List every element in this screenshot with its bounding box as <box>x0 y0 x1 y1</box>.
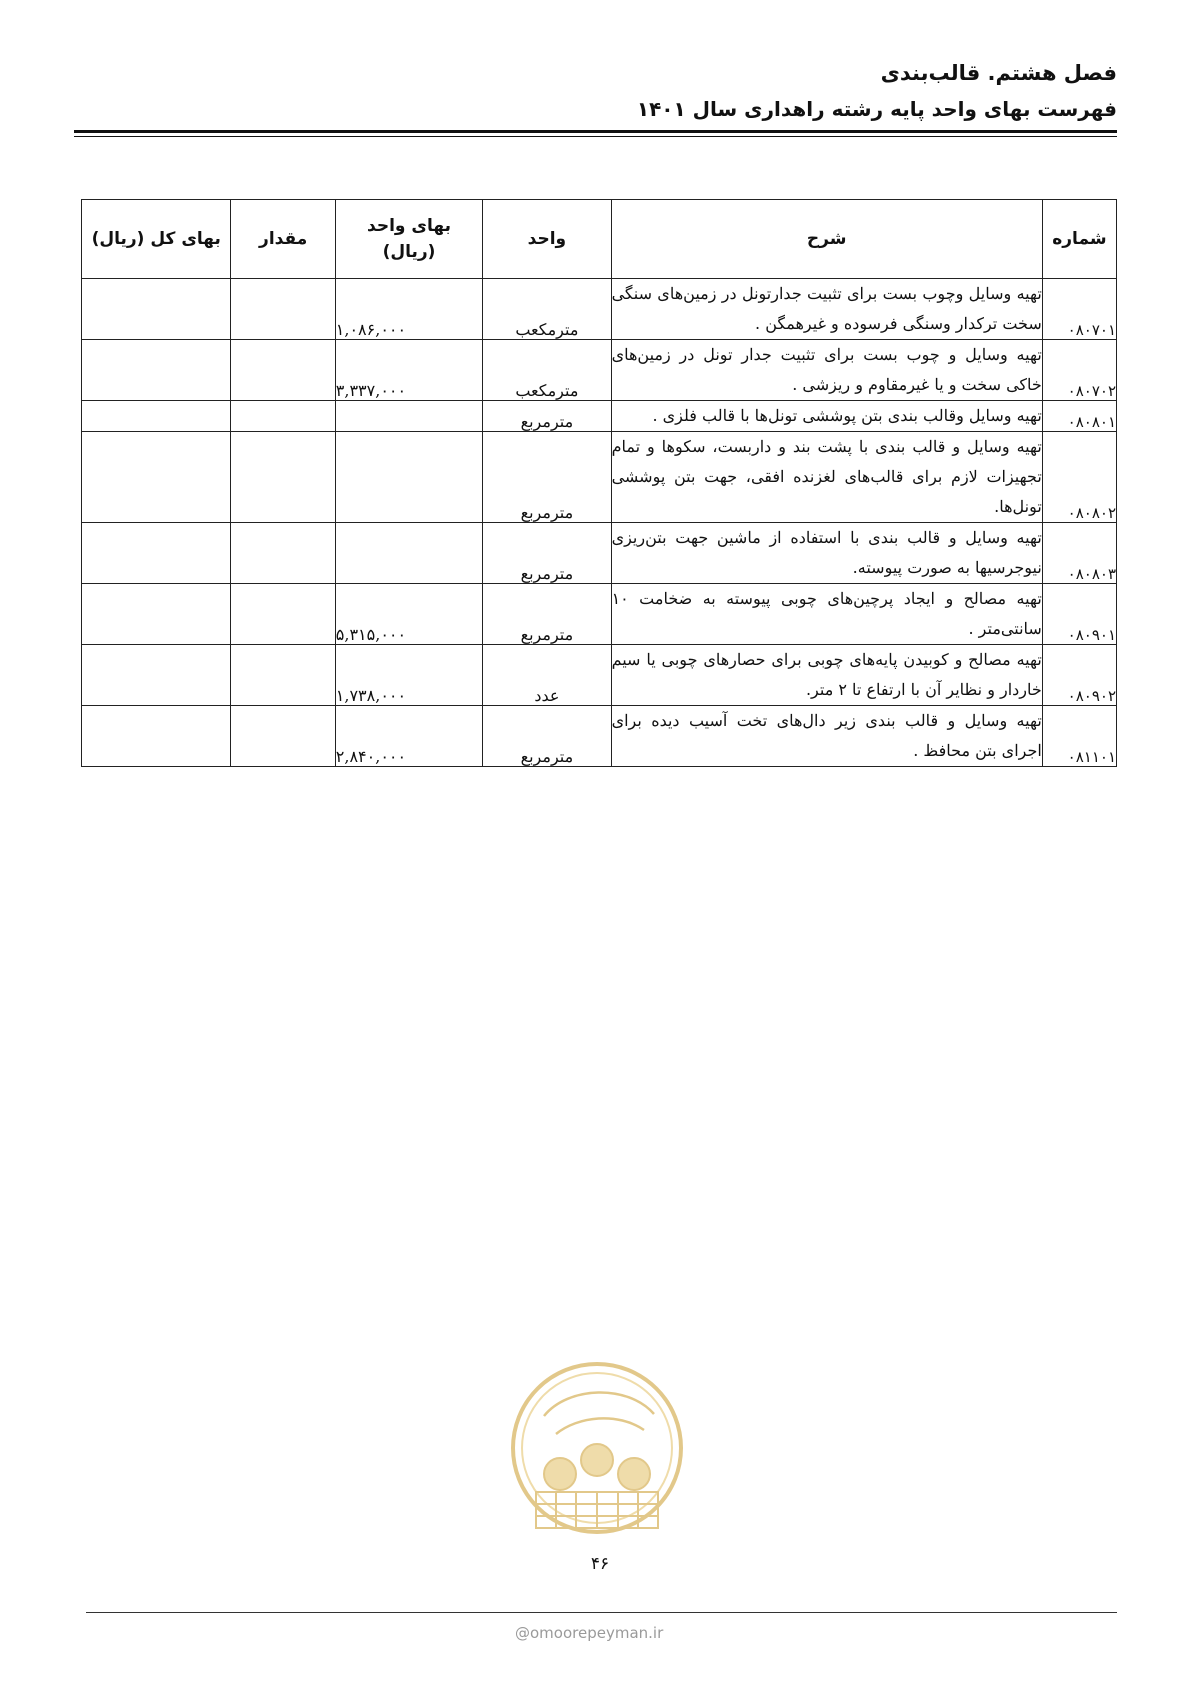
cell-code: ۰۸۱۱۰۱ <box>1042 706 1116 767</box>
table-row <box>82 401 1117 432</box>
cell-unit-price <box>335 523 482 584</box>
cell-unit: مترمربع <box>483 706 611 767</box>
document-subtitle: فهرست بهای واحد پایه رشته راهداری سال ۱۴۰۱ <box>636 97 1117 121</box>
cell-code: ۰۸۰۸۰۳ <box>1042 523 1116 584</box>
cell-total-price <box>82 279 231 340</box>
cell-unit-price: ۱,۰۸۶,۰۰۰ <box>335 279 482 340</box>
cell-code: ۰۸۰۷۰۱ <box>1042 279 1116 340</box>
cell-unit-price: ۵,۳۱۵,۰۰۰ <box>335 584 482 645</box>
cell-unit: مترمربع <box>483 523 611 584</box>
page-header <box>637 58 1117 124</box>
cell-total-price <box>82 401 231 432</box>
cell-code: ۰۸۰۷۰۲ <box>1042 340 1116 401</box>
table-row <box>82 432 1117 523</box>
table-row <box>82 584 1117 645</box>
cell-code: ۰۸۰۹۰۲ <box>1042 645 1116 706</box>
column-header-unit-price <box>335 200 482 279</box>
table-row <box>82 706 1117 767</box>
cell-quantity <box>231 279 335 340</box>
cell-total-price <box>82 432 231 523</box>
column-header-code: شماره <box>1042 200 1116 279</box>
cell-unit: مترمربع <box>483 432 611 523</box>
watermark-stamp-icon <box>508 1356 686 1546</box>
cell-code: ۰۸۰۹۰۱ <box>1042 584 1116 645</box>
chapter-title: فصل هشتم. قالب‌بندی <box>880 61 1117 85</box>
cell-quantity <box>231 401 335 432</box>
column-header-unit: واحد <box>483 200 611 279</box>
cell-description: تهیه مصالح و ایجاد پرچین‌های چوبی پیوسته به ضخامت ۱۰ سانتی‌متر . <box>611 584 1042 645</box>
cell-description: تهیه وسایل و قالب بندی با استفاده از ماشین جهت بتن‌ریزی نیوجرسیها به صورت پیوسته. <box>611 523 1042 584</box>
cell-unit-price: ۳,۳۳۷,۰۰۰ <box>335 340 482 401</box>
cell-total-price <box>82 706 231 767</box>
cell-quantity <box>231 584 335 645</box>
cell-total-price <box>82 523 231 584</box>
cell-description: تهیه وسایل و قالب بندی زیر دال‌های تخت آسیب دیده برای اجرای بتن محافظ . <box>611 706 1042 767</box>
cell-unit: عدد <box>483 645 611 706</box>
cell-quantity <box>231 340 335 401</box>
cell-quantity <box>231 432 335 523</box>
cell-unit: مترمربع <box>483 401 611 432</box>
cell-description: تهیه وسایل و چوب بست برای تثبیت جدار تونل در زمین‌های خاکی سخت و یا غیرمقاوم و ریزشی . <box>611 340 1042 401</box>
cell-total-price <box>82 645 231 706</box>
cell-unit: مترمکعب <box>483 340 611 401</box>
column-header-total-price: بهای کل (ریال) <box>82 200 231 279</box>
table-header-row <box>82 200 1117 279</box>
cell-unit: مترمکعب <box>483 279 611 340</box>
price-list-table <box>81 199 1117 767</box>
cell-unit-price <box>335 432 482 523</box>
table-row <box>82 279 1117 340</box>
table-row <box>82 645 1117 706</box>
cell-description: تهیه وسایل وچوب بست برای تثبیت جدارتونل در زمین‌های سنگی سخت ترکدار وسنگی فرسوده و غیرهمگن . <box>611 279 1042 340</box>
cell-quantity <box>231 523 335 584</box>
column-header-description: شرح <box>611 200 1042 279</box>
header-rule-thin <box>74 136 1117 137</box>
cell-unit-price <box>335 401 482 432</box>
cell-unit-price: ۲,۸۴۰,۰۰۰ <box>335 706 482 767</box>
unit-price-header-line1: بهای واحد <box>367 216 451 236</box>
table-row <box>82 523 1117 584</box>
cell-description: تهیه وسایل و قالب بندی با پشت بند و داربست، سکوها و تمام تجهیزات لازم برای قالب‌های لغزنده افقی، جهت بتن پوششی تونل‌ها. <box>611 432 1042 523</box>
website-watermark: @omoorepeyman.ir <box>515 1624 664 1642</box>
unit-price-header-line2: (ریال) <box>382 242 436 262</box>
cell-total-price <box>82 340 231 401</box>
footer-rule <box>86 1612 1117 1613</box>
cell-unit-price: ۱,۷۳۸,۰۰۰ <box>335 645 482 706</box>
cell-quantity <box>231 645 335 706</box>
cell-description: تهیه مصالح و کوبیدن پایه‌های چوبی برای حصارهای چوبی یا سیم خاردار و نظایر آن با ارتفاع تا ۲ متر. <box>611 645 1042 706</box>
cell-quantity <box>231 706 335 767</box>
table-row <box>82 340 1117 401</box>
column-header-quantity: مقدار <box>231 200 335 279</box>
cell-code: ۰۸۰۸۰۲ <box>1042 432 1116 523</box>
cell-code: ۰۸۰۸۰۱ <box>1042 401 1116 432</box>
page-number: ۴۶ <box>590 1554 610 1574</box>
cell-description: تهیه وسایل وقالب بندی بتن پوششی تونل‌ها با قالب فلزی . <box>611 401 1042 432</box>
cell-unit: مترمربع <box>483 584 611 645</box>
header-rule-thick <box>74 130 1117 133</box>
cell-total-price <box>82 584 231 645</box>
